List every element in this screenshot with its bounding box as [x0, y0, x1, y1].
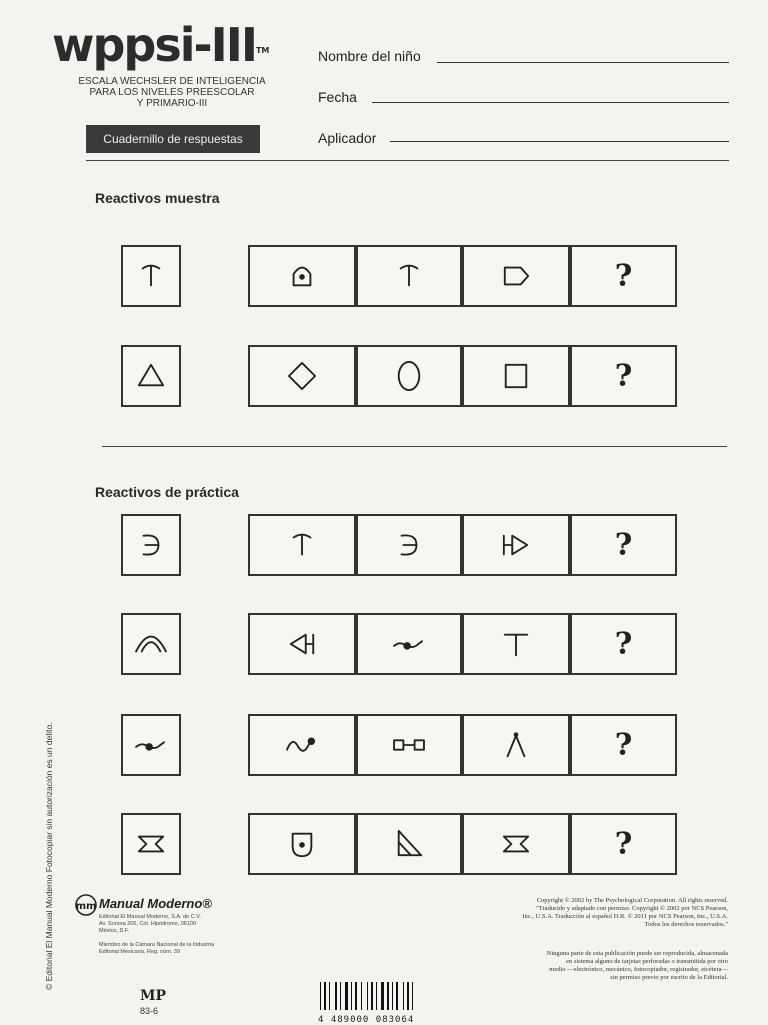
option-cell[interactable]	[356, 613, 462, 675]
answer-question-cell[interactable]	[570, 345, 677, 407]
target-symbol-3	[121, 514, 181, 576]
booklet-label: Cuadernillo de respuestas	[86, 125, 260, 153]
target-symbol-1	[121, 245, 181, 307]
form-code: 83-6	[140, 1006, 159, 1016]
tee-curve-icon	[123, 247, 179, 305]
diamond-icon	[250, 347, 354, 405]
section-divider	[102, 446, 727, 447]
compass-icon	[464, 716, 568, 774]
question-mark: ?	[614, 826, 633, 862]
square-icon	[464, 347, 568, 405]
double-arch-icon	[123, 615, 179, 673]
publisher-address: México, D.F.	[99, 928, 130, 934]
question-mark: ?	[614, 626, 633, 662]
target-symbol-5	[121, 714, 181, 776]
fecha-field[interactable]	[372, 102, 729, 103]
wave-dot-icon	[250, 716, 354, 774]
option-cell[interactable]	[356, 245, 462, 307]
manual-moderno-logo-icon	[75, 894, 97, 916]
answer-question-cell[interactable]	[570, 245, 677, 307]
option-cell[interactable]	[462, 714, 570, 776]
option-cell[interactable]	[248, 613, 356, 675]
tee-icon	[464, 615, 568, 673]
target-symbol-4	[121, 613, 181, 675]
barcode-number: 4 489000 083064	[318, 1015, 415, 1025]
nombre-field[interactable]	[437, 62, 729, 63]
option-cell[interactable]	[248, 345, 356, 407]
aplicador-label: Aplicador	[318, 130, 377, 146]
barcode	[318, 982, 436, 1025]
option-cell[interactable]	[356, 514, 462, 576]
publisher-name: Manual Moderno®	[99, 896, 212, 911]
option-cell[interactable]	[248, 714, 356, 776]
nombre-label: Nombre del niño	[318, 48, 421, 64]
section-muestra: Reactivos muestra	[95, 190, 220, 206]
option-cell[interactable]	[462, 613, 570, 675]
wppsi-logo: wppsi-III™	[52, 18, 270, 72]
target-symbol-6	[121, 813, 181, 875]
svg-text:mm: mm	[75, 901, 97, 912]
publisher-address: Editorial El Manual Moderno, S.A. de C.V.	[99, 914, 201, 920]
tee-curve-icon	[358, 247, 460, 305]
dot-wave-icon	[358, 615, 460, 673]
target-symbol-2	[121, 345, 181, 407]
right-triangle-icon	[358, 815, 460, 873]
publisher-address: Av. Sonora 206, Col. Hipódromo, 06100	[99, 921, 197, 927]
answer-question-cell[interactable]	[570, 714, 677, 776]
backwards-e-icon	[123, 516, 179, 574]
header-divider	[86, 160, 729, 161]
barbell-icon	[358, 716, 460, 774]
option-cell[interactable]	[462, 514, 570, 576]
test-subtitle: ESCALA WECHSLER DE INTELIGENCIA PARA LOS NIVELES PREESCOLAR Y PRIMARIO-III	[78, 76, 266, 109]
section-practica: Reactivos de práctica	[95, 484, 239, 500]
tee-curve-icon	[250, 516, 354, 574]
mp-logo: MP	[140, 988, 167, 1004]
option-cell[interactable]	[356, 813, 462, 875]
dot-arch-icon	[250, 247, 354, 305]
question-mark: ?	[614, 727, 633, 763]
option-cell[interactable]	[356, 714, 462, 776]
fecha-label: Fecha	[318, 89, 357, 105]
arrow-bar-right-icon	[464, 516, 568, 574]
option-cell[interactable]	[462, 245, 570, 307]
answer-question-cell[interactable]	[570, 813, 677, 875]
option-cell[interactable]	[462, 813, 570, 875]
option-cell[interactable]	[248, 813, 356, 875]
question-mark: ?	[614, 527, 633, 563]
answer-question-cell[interactable]	[570, 514, 677, 576]
barcode-bars	[318, 982, 436, 1010]
option-cell[interactable]	[356, 345, 462, 407]
answer-question-cell[interactable]	[570, 613, 677, 675]
publisher-member: Miembro de la Cámara Nacional de la Industria	[99, 942, 214, 948]
oval-icon	[358, 347, 460, 405]
publisher-member: Editorial Mexicana, Reg. núm. 39	[99, 949, 181, 955]
notched-tag-icon	[123, 815, 179, 873]
option-cell[interactable]	[248, 245, 356, 307]
triangle-icon	[123, 347, 179, 405]
pentagon-tag-icon	[464, 247, 568, 305]
copyright-block: Copyright © 2002 by The Psychological Corporation. All rights reserved. "Traducido y adaptado con permiso. Copyright © 2002 por NCS Pearson, Inc., U.S.A. Traducción al español D.R. © 2011 por NCS Pearson, Inc., U.S.A. Todos los derechos reservados."	[522, 897, 728, 928]
question-mark: ?	[614, 258, 633, 294]
dot-shield-icon	[250, 815, 354, 873]
backwards-e-icon	[358, 516, 460, 574]
aplicador-field[interactable]	[390, 141, 729, 142]
option-cell[interactable]	[462, 345, 570, 407]
question-mark: ?	[614, 358, 633, 394]
arrow-bar-left-icon	[250, 615, 354, 673]
notched-tag-icon	[464, 815, 568, 873]
dot-wave-icon	[123, 716, 179, 774]
option-cell[interactable]	[248, 514, 356, 576]
reproduction-notice: Ninguna parte de esta publicación puede ser reproducida, almacenada en sistema alguno de tarjetas perforadas o transmitida por otro medio —electrónico, mecánico, fotocopiador, registrador, etcétera— sin permiso previo por escrito de la Editorial.	[546, 950, 728, 981]
copyright-vertical-notice: © Editorial El Manual Moderno Fotocopiar sin autorización es un delito.	[44, 722, 54, 990]
